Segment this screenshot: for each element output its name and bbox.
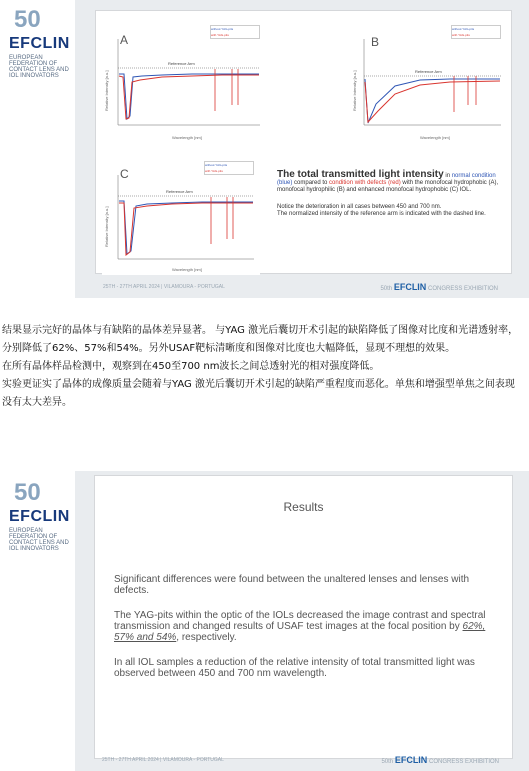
footer-event [380, 282, 498, 292]
footer-edition: 50th [380, 286, 394, 292]
x-axis-label: Wavelength [nm] [172, 267, 202, 272]
results-text [114, 574, 496, 693]
summary-paragraph-1: 结果显示完好的晶体与有缺陷的晶体差异显著。 与YAG 激光后囊切开术引起的缺陷降低了图像对比度和光谱透射率，分别降低了62%、57%和54%。另外USAF靶标清晰度和图像对比度也大幅降低，显现不理想的效果。 [2, 325, 519, 354]
slide-content [94, 475, 513, 759]
footer-congress: CONGRESS EXHIBITION [426, 286, 498, 292]
chart-plot [350, 19, 507, 143]
reference-arm-label: Reference Arm [168, 61, 195, 66]
chart-label: C [120, 167, 129, 181]
results-text-part: , respectively. [176, 632, 237, 643]
results-paragraph-1: Significant differences were found between the unaltered lenses and lenses with defects. [114, 574, 470, 596]
description-paragraph-2: Notice the deterioration in all cases between 450 and 700 nm. [277, 204, 442, 210]
legend-with: with YAG-pits [452, 33, 470, 37]
footer-congress: CONGRESS EXHIBITION [427, 759, 499, 765]
footer-edition: 50th [381, 759, 395, 765]
efclin-logo [6, 479, 70, 552]
reference-arm-label: Reference Arm [415, 69, 442, 74]
description-text: compared to [294, 180, 330, 186]
logo-brand: EFCLIN [9, 508, 70, 525]
slide-charts [0, 0, 529, 298]
slide-results [0, 471, 529, 771]
chart-label: B [371, 35, 380, 49]
legend-with: with YAG-pits [205, 169, 223, 173]
chart-plot [102, 155, 260, 275]
results-title: Results [283, 500, 324, 514]
x-axis-label: Wavelength [nm] [420, 135, 450, 140]
chart-description [277, 171, 507, 218]
legend-without: without YAG-pits [211, 27, 234, 31]
footer-event [381, 755, 499, 765]
y-axis-label: Relative Intensity [a.u.] [104, 206, 109, 247]
slide-footer [94, 757, 511, 769]
efclin-logo [6, 6, 70, 79]
footer-date: 25TH - 27TH APRIL 2024 | VILAMOURA - PORTUGAL [102, 757, 224, 763]
left-logo-panel [0, 471, 75, 771]
chart-a [102, 19, 266, 143]
x-axis-label: Wavelength [nm] [172, 135, 202, 140]
reference-arm-label: Reference Arm [166, 189, 193, 194]
chart-plot [102, 19, 266, 143]
description-text: with the monofocal hydrophobic (A), monofocal hydrophilic (B) and enhanced monofocal hydrophobic (C) IOL. [277, 180, 499, 193]
chinese-summary [2, 322, 524, 412]
description-text: in [445, 173, 452, 179]
summary-paragraph-2: 在所有晶体样品检测中，观察到在450至700 nm波长之间总透射光的相对强度降低。 [2, 361, 380, 372]
footer-brand: EFCLIN [394, 755, 428, 765]
results-percentages: 62%, 57% and 54% [114, 621, 486, 643]
legend-without: without YAG-pits [452, 27, 475, 31]
summary-paragraph-3: 实验更证实了晶体的成像质量会随着与YAG 激光后囊切开术引起的缺陷严重程度而恶化。单焦和增强型单焦之间表现没有太大差异。 [2, 379, 515, 408]
slide-content [95, 10, 512, 274]
description-paragraph-3: The normalized intensity of the reference arm is indicated with the dashed line. [277, 211, 486, 217]
logo-brand: EFCLIN [9, 35, 70, 52]
footer-date: 25TH - 27TH APRIL 2024 | VILAMOURA - PORTUGAL [103, 284, 225, 290]
footer-brand: EFCLIN [393, 282, 427, 292]
logo-number: 50 [14, 479, 41, 506]
logo-number: 50 [14, 6, 41, 33]
left-logo-panel [0, 0, 75, 298]
y-axis-label: Relative Intensity [a.u.] [104, 70, 109, 111]
results-paragraph-3: In all IOL samples a reduction of the relative intensity of total transmitted light was observed between 450 and 700 nm wavelength. [114, 657, 475, 679]
results-text-part: The YAG-pits within the optic of the IOLs decreased the image contrast and spectral transmission and changed results of USAF test images at the focal position by [114, 610, 486, 632]
logo-subtext: EUROPEAN FEDERATION OF CONTACT LENS AND IOL INNOVATORS [9, 528, 69, 552]
chart-label: A [120, 33, 129, 47]
defect-condition-text: condition with defects (red) [329, 180, 401, 186]
description-paragraph-1 [277, 171, 507, 194]
chart-c [102, 155, 260, 275]
results-paragraph-2 [114, 610, 496, 643]
legend-without: without YAG-pits [205, 163, 228, 167]
y-axis-label: Relative Intensity [a.u.] [352, 70, 357, 111]
normal-condition-text: normal condition (blue) [277, 173, 496, 186]
chart-b [350, 19, 507, 143]
slide-footer [95, 284, 510, 296]
logo-subtext: EUROPEAN FEDERATION OF CONTACT LENS AND IOL INNOVATORS [9, 55, 69, 79]
description-heading: The total transmitted light intensity [277, 169, 444, 180]
legend-with: with YAG-pits [211, 33, 229, 37]
